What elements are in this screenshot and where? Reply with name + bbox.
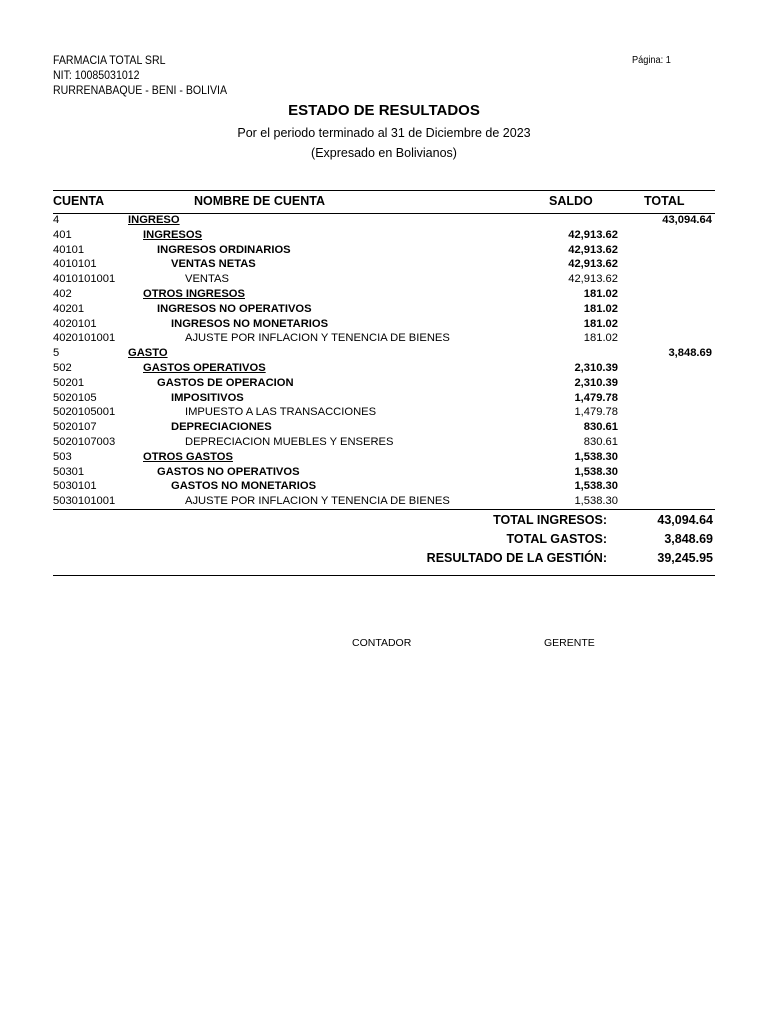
account-code: 4020101001 (53, 332, 116, 345)
account-name: AJUSTE POR INFLACION Y TENENCIA DE BIENES (185, 332, 450, 345)
account-saldo: 181.02 (583, 317, 618, 330)
header-saldo: SALDO (549, 194, 593, 208)
account-saldo: 181.02 (583, 287, 618, 300)
resultado-value: 39,245.95 (657, 551, 713, 565)
account-saldo: 2,310.39 (574, 376, 618, 389)
table-row (0, 420, 768, 435)
account-saldo: 42,913.62 (568, 243, 618, 256)
page-number: Página: 1 (632, 55, 671, 66)
account-name: INGRESO (128, 214, 180, 226)
report-title: ESTADO DE RESULTADOS (288, 102, 480, 119)
account-saldo: 42,913.62 (568, 273, 618, 286)
company-info (53, 54, 227, 99)
resultado-label: RESULTADO DE LA GESTIÓN: (426, 551, 607, 565)
account-code: 5030101 (53, 480, 97, 493)
account-code: 5020107003 (53, 435, 116, 448)
table-row (0, 450, 768, 465)
report-currency-note: (Expresado en Bolivianos) (311, 146, 457, 160)
account-code: 5030101001 (53, 495, 116, 508)
table-row (0, 331, 768, 346)
table-bottom-rule (53, 509, 715, 510)
account-code: 503 (53, 450, 72, 463)
account-saldo: 181.02 (583, 302, 618, 315)
account-saldo: 1,538.30 (574, 450, 618, 463)
account-name: DEPRECIACION MUEBLES Y ENSERES (185, 435, 394, 448)
account-code: 402 (53, 287, 72, 300)
table-row (0, 435, 768, 450)
company-name: FARMACIA TOTAL SRL (53, 55, 166, 67)
table-row (0, 287, 768, 302)
total-ingresos-label: TOTAL INGRESOS: (493, 513, 607, 527)
account-saldo: 1,538.30 (574, 480, 618, 493)
company-location: RURRENABAQUE - BENI - BOLIVIA (53, 85, 228, 97)
account-name: INGRESOS ORDINARIOS (157, 243, 291, 256)
account-code: 401 (53, 228, 72, 241)
accounts-table (0, 213, 768, 509)
account-code: 4010101001 (53, 273, 116, 286)
company-nit: NIT: 10085031012 (53, 70, 140, 82)
account-code: 40201 (53, 302, 85, 315)
account-saldo: 181.02 (583, 332, 618, 345)
account-code: 502 (53, 361, 72, 374)
account-code: 5020107 (53, 421, 97, 434)
account-code: 5 (53, 347, 60, 360)
header-nombre: NOMBRE DE CUENTA (194, 194, 326, 208)
account-code: 4010101 (53, 258, 97, 271)
account-name: VENTAS (185, 273, 229, 286)
table-row (0, 479, 768, 494)
account-saldo: 1,538.30 (574, 495, 618, 508)
account-name: OTROS GASTOS (143, 450, 233, 463)
account-name: INGRESOS NO MONETARIOS (171, 317, 329, 330)
account-name: DEPRECIACIONES (171, 421, 272, 434)
table-row (0, 317, 768, 332)
account-name: GASTOS NO OPERATIVOS (157, 465, 300, 478)
account-name: GASTOS OPERATIVOS (143, 361, 266, 374)
account-code: 5020105001 (53, 406, 116, 419)
table-row (0, 391, 768, 406)
account-name: AJUSTE POR INFLACION Y TENENCIA DE BIENES (185, 495, 450, 508)
account-saldo: 42,913.62 (568, 258, 618, 271)
header-cuenta: CUENTA (53, 194, 105, 208)
table-row (0, 376, 768, 391)
table-row (0, 302, 768, 317)
table-row (0, 243, 768, 258)
total-gastos-label: TOTAL GASTOS: (506, 532, 607, 546)
account-saldo: 42,913.62 (568, 228, 618, 241)
table-row (0, 465, 768, 480)
table-row (0, 346, 768, 361)
table-row (0, 228, 768, 243)
account-total: 43,094.64 (662, 214, 712, 226)
account-saldo: 1,479.78 (574, 391, 618, 404)
account-saldo: 830.61 (583, 435, 618, 448)
account-name: OTROS INGRESOS (143, 287, 245, 300)
report-period: Por el periodo terminado al 31 de Diciembre de 2023 (237, 126, 531, 140)
table-row (0, 272, 768, 287)
account-code: 50301 (53, 465, 85, 478)
table-row (0, 361, 768, 376)
account-code: 5020105 (53, 391, 97, 404)
account-code: 4 (53, 214, 60, 226)
account-code: 50201 (53, 376, 85, 389)
account-name: IMPOSITIVOS (171, 391, 244, 404)
account-name: GASTO (128, 347, 168, 360)
table-row (0, 257, 768, 272)
header-top-rule (53, 190, 715, 191)
account-name: INGRESOS NO OPERATIVOS (157, 302, 312, 315)
header-total: TOTAL (644, 194, 685, 208)
account-saldo: 1,538.30 (574, 465, 618, 478)
account-code: 40101 (53, 243, 85, 256)
table-row (0, 213, 768, 228)
total-gastos-value: 3,848.69 (664, 532, 713, 546)
signature-gerente: GERENTE (544, 637, 595, 649)
table-row (0, 405, 768, 420)
total-ingresos-value: 43,094.64 (657, 513, 713, 527)
account-name: IMPUESTO A LAS TRANSACCIONES (185, 406, 377, 419)
table-row (0, 494, 768, 509)
account-name: VENTAS NETAS (171, 258, 256, 271)
account-saldo: 1,479.78 (574, 406, 618, 419)
account-name: GASTOS DE OPERACION (157, 376, 294, 389)
account-name: INGRESOS (143, 228, 203, 241)
account-saldo: 830.61 (583, 421, 618, 434)
signature-contador: CONTADOR (352, 637, 412, 649)
summary-bottom-rule (53, 575, 715, 576)
account-saldo: 2,310.39 (574, 361, 618, 374)
account-code: 4020101 (53, 317, 97, 330)
account-total: 3,848.69 (668, 347, 712, 360)
account-name: GASTOS NO MONETARIOS (171, 480, 317, 493)
